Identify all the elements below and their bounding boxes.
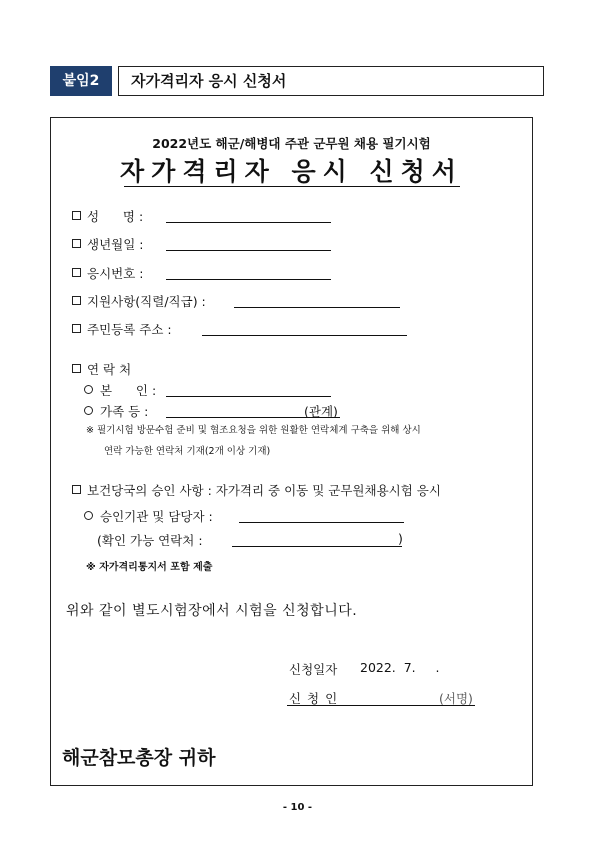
field-name (72, 207, 143, 225)
checkbox-bullet-icon (72, 324, 81, 333)
contact-self-label: 본 인 : (100, 383, 157, 398)
family-relation: (관계) (304, 404, 338, 419)
address-input-line[interactable] (202, 335, 407, 336)
contact-note-line2: 연락 가능한 연락처 기재(2개 이상 기재) (104, 446, 271, 457)
field-birth (72, 235, 144, 253)
field-address-label: 주민등록 주소 : (87, 322, 172, 337)
page-number: - 10 - (282, 802, 313, 813)
attachment-tag: 붙임2 (50, 66, 112, 96)
circle-bullet-icon (84, 406, 93, 415)
contact-self (84, 381, 156, 399)
contact-family-label: 가족 등 : (100, 404, 149, 419)
checkbox-bullet-icon (72, 485, 81, 494)
contact-heading-label: 연 락 처 (87, 362, 132, 377)
closing-statement: 위와 같이 별도시험장에서 시험을 신청합니다. (66, 603, 358, 619)
approval-phone-label: (확인 가능 연락처 : (97, 533, 203, 548)
approval-agency-label: 승인기관 및 담당자 : (100, 509, 213, 524)
applied-input-line[interactable] (234, 307, 400, 308)
form-subtitle: 2022년도 해군/해병대 주관 군무원 채용 필기시험 (152, 136, 431, 151)
contact-note-line1: ※ 필기시험 방문수험 준비 및 협조요청을 위한 원활한 연락체계 구축을 위해 상시 (86, 425, 421, 436)
field-name-label: 성 명 : (87, 209, 144, 224)
addressee: 해군참모총장 귀하 (62, 747, 216, 769)
self-contact-input-line[interactable] (166, 396, 331, 397)
signature-placeholder: (서명) (439, 691, 473, 706)
form-title: 자가격리자 응시 신청서 (120, 157, 463, 186)
approval-phone-close: ) (398, 531, 403, 546)
checkbox-bullet-icon (72, 268, 81, 277)
applicant-label: 신 청 인 (289, 691, 339, 706)
field-applied (72, 292, 206, 310)
checkbox-bullet-icon (72, 211, 81, 220)
attachment-title: 자가격리자 응시 신청서 (118, 66, 544, 96)
field-address (72, 320, 172, 338)
contact-heading (72, 360, 131, 378)
title-underline (124, 186, 460, 187)
agency-input-line[interactable] (239, 522, 404, 523)
date-value[interactable]: 2022. 7. . (360, 660, 440, 675)
field-exam-no-label: 응시번호 : (87, 266, 144, 281)
approval-heading (72, 481, 441, 499)
checkbox-bullet-icon (72, 296, 81, 305)
birth-input-line[interactable] (166, 250, 331, 251)
circle-bullet-icon (84, 385, 93, 394)
field-birth-label: 생년월일 : (87, 237, 144, 252)
circle-bullet-icon (84, 511, 93, 520)
approval-agency (84, 507, 213, 525)
exam-no-input-line[interactable] (166, 279, 331, 280)
field-applied-label: 지원사항(직렬/직급) : (87, 294, 206, 309)
approval-phone-input-line[interactable] (232, 546, 402, 547)
field-exam-no (72, 264, 144, 282)
approval-heading-label: 보건당국의 승인 사항 : 자가격리 중 이동 및 군무원채용시험 응시 (87, 483, 441, 498)
checkbox-bullet-icon (72, 239, 81, 248)
name-input-line[interactable] (166, 222, 331, 223)
contact-family (84, 402, 148, 420)
checkbox-bullet-icon (72, 364, 81, 373)
notice-text: ※ 자가격리통지서 포함 제출 (86, 562, 213, 573)
date-label: 신청일자 (289, 662, 338, 677)
